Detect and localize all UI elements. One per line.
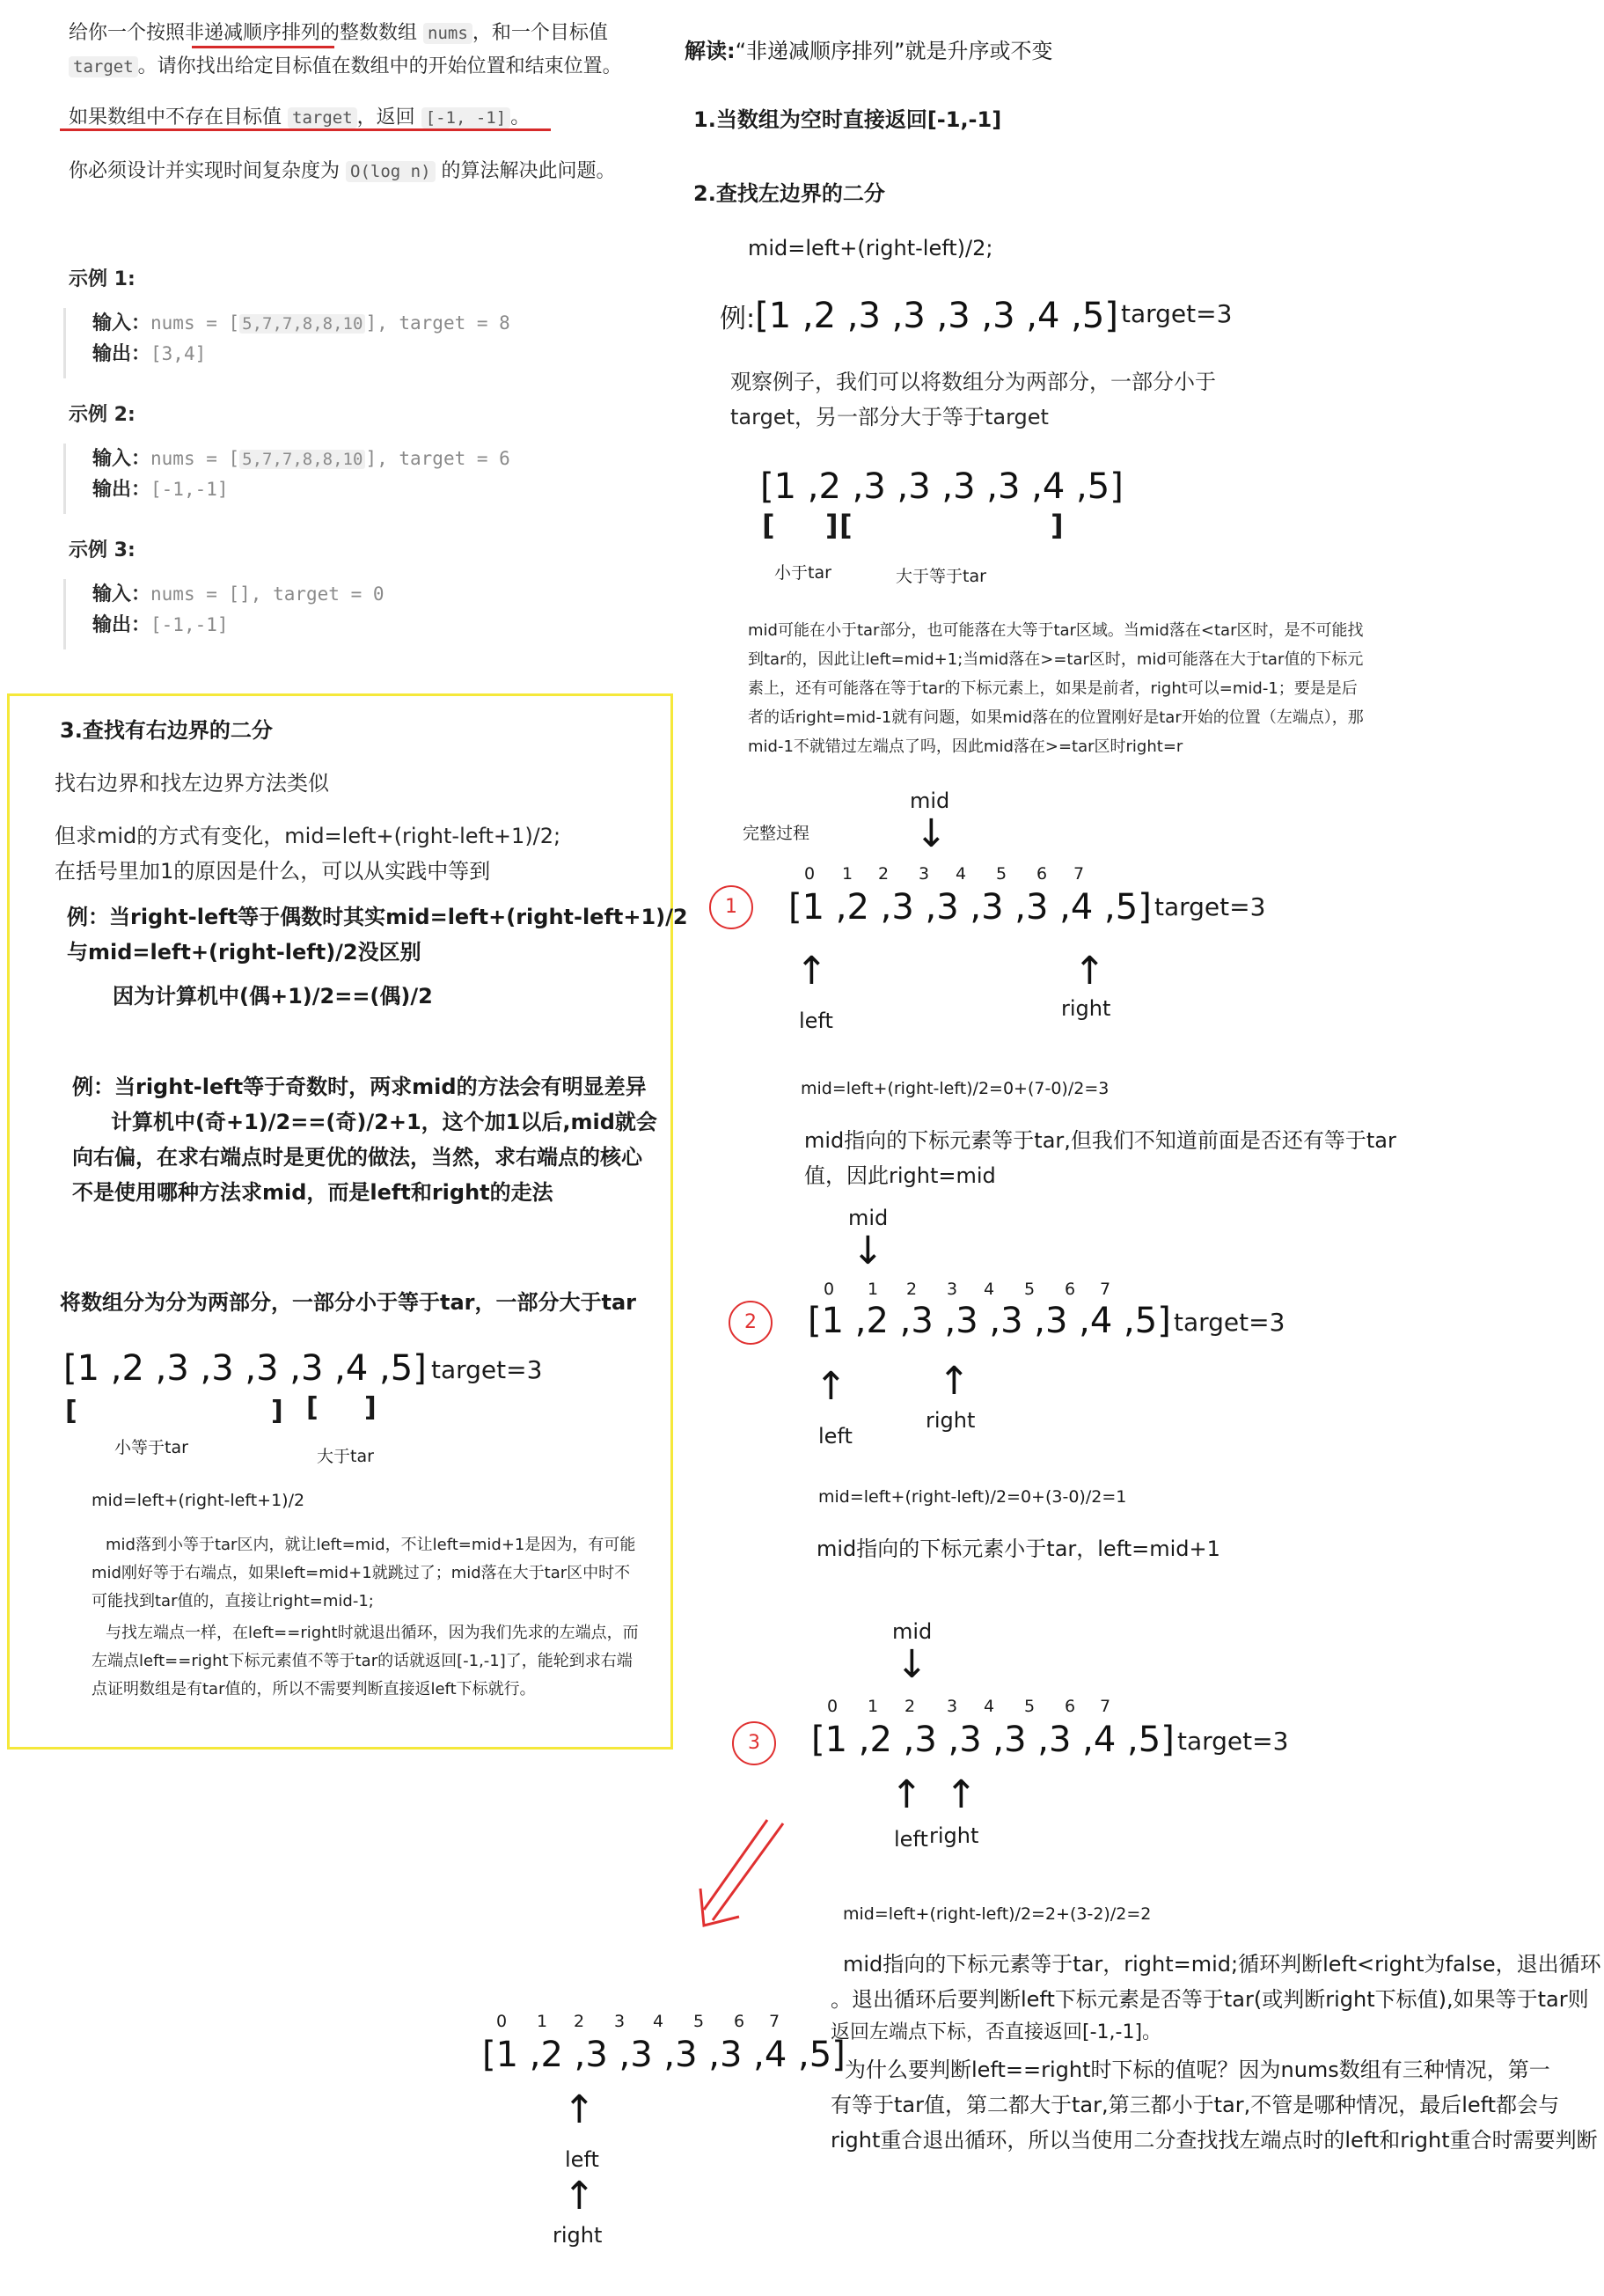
code-target-2: target bbox=[288, 107, 357, 128]
explain-paragraph: mid可能在小于tar部分，也可能落在大等于tar区域。当mid落在<tar区时，是不可能找到tar的，因此让left=mid+1;当mid落在>=tar区时，mid可能落在大于tar值的下标元素上，还有可能落在等于tar的下标元素上，如果是前者，right可以=mid-1；要是是后者的话right=mid-1就有问题，如果mid落在的位置刚好是tar开始的位置（左端点），那mid-1不就错过左端点了吗，因此mid落在>=tar区时right=r bbox=[748, 621, 1364, 756]
red-diagonal-arrow-icon bbox=[695, 1818, 792, 1933]
left-arrow-2: ↑ bbox=[815, 1364, 847, 1409]
right-arrow-final: ↑ bbox=[563, 2174, 596, 2219]
yellow-para-2: 与找左端点一样，在left==right时就退出循环，因为我们先求的左端点，而左端点left==right下标元素值不等于tar的话就返回[-1,-1]了，能轮到求右端点证明数组是有tar值的，所以不需要判断直接返left下标就行。 bbox=[92, 1624, 639, 1698]
left-label-3: left bbox=[894, 1827, 928, 1852]
yellow-formula: mid=left+(right-left+1)/2 bbox=[92, 1491, 305, 1510]
final-4: 为什么要判断left==right时下标的值呢？因为nums数组有三种情况，第一 bbox=[845, 2058, 1550, 2082]
jiedu-line: 解读:“非递减顺序排列”就是升序或不变 bbox=[685, 39, 1053, 63]
mid-label-3: mid bbox=[892, 1619, 933, 1644]
highlight-term: 非递减顺序排列 bbox=[185, 22, 321, 44]
right-label-3: right bbox=[929, 1823, 979, 1848]
yellow-line-3: 在括号里加1的原因是什么，可以从实践中等到 bbox=[55, 859, 491, 884]
target-1: target=3 bbox=[1154, 892, 1266, 921]
mid-formula: mid=left+(right-left)/2; bbox=[748, 236, 993, 260]
calc-1: mid=left+(right-left)/2=0+(7-0)/2=3 bbox=[801, 1079, 1110, 1098]
indices-row-3: 0 1 2 3 4 5 6 7 bbox=[827, 1697, 1111, 1716]
final-1: mid指向的下标元素等于tar，right=mid;循环判断left<right为false，退出循环 bbox=[843, 1952, 1601, 1977]
example-2-title: 示例 2: bbox=[69, 404, 135, 426]
observe-line-2: target，另一部分大于等于target bbox=[730, 405, 1049, 429]
calc-3: mid=left+(right-left)/2=2+(3-2)/2=2 bbox=[843, 1904, 1152, 1924]
array-row-3: [1 ,2 ,3 ,3 ,3 ,3 ,4 ,5] bbox=[811, 1720, 1175, 1760]
yellow-bold-1: 例：当right-left等于偶数时其实mid=left+(right-left+1)/2 bbox=[67, 905, 688, 929]
example-2-block: 输入：nums = [ 5,7,7,8,8,10 ], target = 6 输出：[-1,-1] bbox=[63, 444, 510, 514]
underline-red-1 bbox=[192, 46, 334, 48]
left-label-1: left bbox=[799, 1009, 833, 1033]
yellow-para-1: mid落到小等于tar区内，就让left=mid，不让left=mid+1是因为，有可能mid刚好等于右端点，如果left=mid+1就跳过了；mid落在大于tar区中时不可能找到tar值的，直接让right=mid-1; bbox=[92, 1536, 636, 1610]
right-label-2: right bbox=[926, 1408, 976, 1433]
bracket-gt-open: [ bbox=[306, 1392, 319, 1423]
code-complexity: O(log n) bbox=[346, 161, 436, 182]
yellow-bold-4: 例：当right-left等于奇数时，两求mid的方法会有明显差异 bbox=[72, 1075, 647, 1099]
yellow-array: [1 ,2 ,3 ,3 ,3 ,3 ,4 ,5] bbox=[63, 1348, 427, 1389]
right-arrow-1: ↑ bbox=[1073, 949, 1106, 994]
yellow-line-1: 找右边界和找左边界方法类似 bbox=[55, 771, 329, 796]
step-2-circle: 2 bbox=[729, 1301, 773, 1345]
ge-tar-label: 大于等于tar bbox=[896, 567, 986, 586]
mid-arrow-1: ↓ bbox=[915, 811, 948, 856]
yellow-title: 3.查找有右边界的二分 bbox=[60, 718, 273, 743]
yellow-bold-2: 与mid=left+(right-left)/2没区别 bbox=[67, 940, 421, 965]
process-label: 完整过程 bbox=[743, 824, 810, 843]
final-3: 返回左端点下标，否直接返回[-1,-1]。 bbox=[831, 2021, 1162, 2043]
right-arrow-3: ↑ bbox=[945, 1772, 978, 1817]
step-1: 1.当数组为空时直接返回[-1,-1] bbox=[693, 107, 1002, 132]
target-3: target=3 bbox=[1177, 1727, 1289, 1756]
le-tar-label: 小等于tar bbox=[114, 1438, 188, 1457]
yellow-target: target=3 bbox=[431, 1355, 543, 1384]
desc-2: mid指向的下标元素小于tar，left=mid+1 bbox=[817, 1537, 1220, 1561]
bracket-le-close: ] bbox=[271, 1396, 283, 1427]
bracket-gt-close: ] bbox=[364, 1392, 377, 1423]
underline-red-2 bbox=[60, 128, 551, 131]
left-arrow-final: ↑ bbox=[563, 2087, 596, 2132]
left-label-2: left bbox=[818, 1424, 853, 1449]
problem-line-1: 给你一个按照非递减顺序排列的整数数组 nums ，和一个目标值 bbox=[69, 22, 608, 44]
left-arrow-3: ↑ bbox=[890, 1772, 923, 1817]
final-6: right重合退出循环，所以当使用二分查找找左端点时的left和right重合时需要判断 bbox=[831, 2128, 1598, 2153]
final-2: 。退出循环后要判断left下标元素是否等于tar(或判断right下标值),如果等于tar则 bbox=[831, 1987, 1589, 2012]
split-array: [1 ,2 ,3 ,3 ,3 ,3 ,4 ,5] bbox=[760, 466, 1124, 507]
yellow-bold-5: 计算机中(奇+1)/2==(奇)/2+1，这个加1以后,mid就会 bbox=[111, 1110, 657, 1134]
right-label-1: right bbox=[1061, 996, 1111, 1021]
yellow-bold-3: 因为计算机中(偶+1)/2==(偶)/2 bbox=[113, 984, 433, 1009]
example-array-row: 例:[1 ,2 ,3 ,3 ,3 ,3 ,4 ,5] bbox=[720, 296, 1118, 336]
bracket-le-open: [ bbox=[65, 1396, 77, 1427]
calc-2: mid=left+(right-left)/2=0+(3-0)/2=1 bbox=[818, 1487, 1127, 1507]
observe-line-1: 观察例子，我们可以将数组分为两部分，一部分小于 bbox=[730, 370, 1216, 394]
yellow-bold-7: 不是使用哪种方法求mid，而是left和right的走法 bbox=[72, 1180, 553, 1205]
indices-row-4: 0 1 2 3 4 5 6 7 bbox=[496, 2012, 780, 2031]
bracket-ge-open: [ bbox=[839, 509, 853, 542]
right-arrow-2: ↑ bbox=[938, 1359, 970, 1404]
yellow-bold-6: 向右偏，在求右端点时是更优的做法，当然，求右端点的核心 bbox=[72, 1145, 642, 1170]
example-3-block: 输入：nums = [], target = 0 输出：[-1,-1] bbox=[63, 579, 385, 649]
array-row-4: [1 ,2 ,3 ,3 ,3 ,3 ,4 ,5] bbox=[482, 2035, 846, 2075]
bracket-ge-close: ] bbox=[1051, 509, 1064, 542]
left-label-final: left bbox=[565, 2147, 599, 2172]
step-3-circle: 3 bbox=[732, 1721, 776, 1765]
yellow-line-2: 但求mid的方式有变化，mid=left+(right-left+1)/2; bbox=[55, 824, 561, 848]
code-nums: nums bbox=[423, 23, 472, 44]
example-target: target=3 bbox=[1121, 299, 1233, 328]
problem-line-3: 如果数组中不存在目标值 target ，返回 [-1, -1] 。 bbox=[69, 106, 531, 128]
bracket-lt-close: ] bbox=[825, 509, 839, 542]
code-return: [-1, -1] bbox=[421, 107, 511, 128]
left-arrow-1: ↑ bbox=[795, 949, 828, 994]
target-2: target=3 bbox=[1174, 1308, 1285, 1337]
gt-tar-label: 大于tar bbox=[317, 1447, 374, 1466]
right-label-final: right bbox=[553, 2223, 603, 2248]
mid-label-1: mid bbox=[910, 789, 950, 813]
mid-arrow-3: ↓ bbox=[896, 1642, 928, 1687]
yellow-bold-8: 将数组分为分为两部分，一部分小于等于tar，一部分大于tar bbox=[60, 1290, 637, 1315]
bracket-lt-open: [ bbox=[762, 509, 775, 542]
problem-line-4: 你必须设计并实现时间复杂度为 O(log n) 的算法解决此问题。 bbox=[69, 160, 616, 182]
desc-1a: mid指向的下标元素等于tar,但我们不知道前面是否还有等于tar bbox=[804, 1128, 1396, 1153]
example-3-title: 示例 3: bbox=[69, 539, 135, 561]
mid-arrow-2: ↓ bbox=[852, 1229, 884, 1273]
step-1-circle: 1 bbox=[709, 885, 753, 929]
array-row-2: [1 ,2 ,3 ,3 ,3 ,3 ,4 ,5] bbox=[808, 1301, 1171, 1341]
lt-tar-label: 小于tar bbox=[774, 563, 831, 583]
indices-row-2: 0 1 2 3 4 5 6 7 bbox=[824, 1280, 1111, 1299]
array-row-1: [1 ,2 ,3 ,3 ,3 ,3 ,4 ,5] bbox=[788, 887, 1152, 928]
step-2: 2.查找左边界的二分 bbox=[693, 181, 885, 206]
example-1-title: 示例 1: bbox=[69, 268, 135, 290]
indices-row-1: 0 1 2 3 4 5 6 7 bbox=[804, 864, 1085, 884]
example-1-block: 输入：nums = [ 5,7,7,8,8,10 ], target = 8 输出：[3,4] bbox=[63, 308, 510, 378]
problem-line-2: target 。请你找出给定目标值在数组中的开始位置和结束位置。 bbox=[69, 51, 622, 78]
desc-1b: 值，因此right=mid bbox=[804, 1163, 996, 1188]
final-5: 有等于tar值，第二都大于tar,第三都小于tar,不管是哪种情况，最后left都会与 bbox=[831, 2093, 1560, 2117]
mid-label-2: mid bbox=[848, 1206, 889, 1230]
code-target: target bbox=[69, 56, 138, 77]
